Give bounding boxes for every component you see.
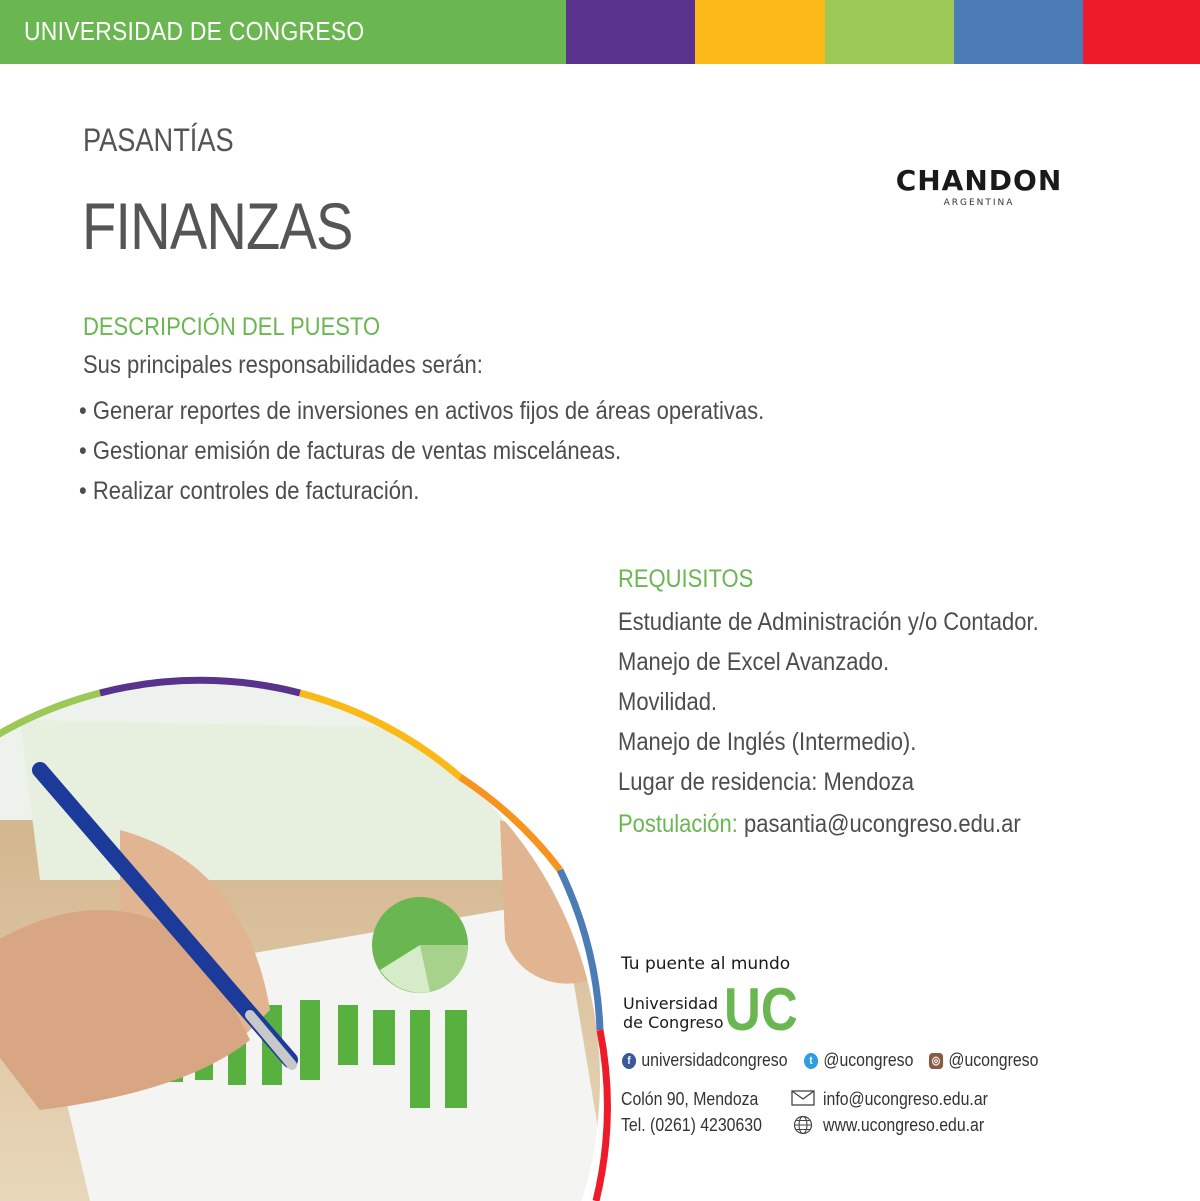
- facebook-icon: f: [622, 1053, 636, 1069]
- header-green-block: [0, 0, 566, 64]
- company-logo-subtitle: ARGENTINA: [943, 198, 1015, 208]
- company-logo: [868, 165, 1090, 217]
- instagram-icon: ◎: [929, 1053, 943, 1069]
- list-item: Movilidad.: [618, 688, 718, 716]
- requirements-heading: REQUISITOS: [618, 565, 754, 593]
- top-color-bar: [0, 0, 1200, 64]
- application-label: Postulación:: [618, 810, 738, 838]
- contact-email-link[interactable]: info@ucongreso.edu.ar: [823, 1089, 988, 1109]
- uc-logo-mark: UC: [724, 976, 798, 1043]
- page-kicker: PASANTÍAS: [83, 122, 234, 158]
- list-item: Manejo de Excel Avanzado.: [618, 648, 890, 676]
- stripe-yellow: [695, 0, 825, 64]
- address: Colón 90, Mendoza: [621, 1089, 759, 1109]
- twitter-link[interactable]: t @ucongreso: [804, 1050, 913, 1071]
- stripe-red: [1083, 0, 1200, 64]
- globe-icon: [793, 1115, 813, 1135]
- stripe-light-green: [825, 0, 954, 64]
- twitter-icon: t: [804, 1053, 818, 1069]
- list-item: • Realizar controles de facturación.: [79, 477, 420, 505]
- website-link[interactable]: www.ucongreso.edu.ar: [823, 1115, 985, 1135]
- list-item: Lugar de residencia: Mendoza: [618, 768, 914, 796]
- university-name: Universidad de Congreso: [623, 994, 724, 1032]
- description-intro: Sus principales responsabilidades serán:: [83, 351, 483, 379]
- list-item: Estudiante de Administración y/o Contador.: [618, 608, 1039, 636]
- phone: Tel. (0261) 4230630: [621, 1115, 762, 1135]
- list-item: • Gestionar emisión de facturas de ventas misceláneas.: [79, 437, 622, 465]
- stripe-blue: [954, 0, 1083, 64]
- mail-icon: [791, 1090, 815, 1106]
- page-title: FINANZAS: [82, 189, 353, 263]
- requirements-list: [618, 602, 1039, 802]
- stripe-purple: [566, 0, 695, 64]
- application-email-link[interactable]: pasantia@ucongreso.edu.ar: [743, 810, 1021, 838]
- facebook-link[interactable]: f universidadcongreso: [622, 1050, 788, 1071]
- list-item: Manejo de Inglés (Intermedio).: [618, 728, 917, 756]
- application-line: [618, 810, 1021, 839]
- list-item: • Generar reportes de inversiones en activos fijos de áreas operativas.: [79, 397, 765, 425]
- description-heading: DESCRIPCIÓN DEL PUESTO: [83, 313, 381, 341]
- tagline: Tu puente al mundo: [621, 954, 791, 974]
- responsibilities-list: [79, 391, 764, 511]
- company-logo-name: CHANDON: [895, 164, 1063, 197]
- university-header-title: UNIVERSIDAD DE CONGRESO: [24, 16, 365, 46]
- instagram-link[interactable]: ◎ @ucongreso: [929, 1050, 1038, 1071]
